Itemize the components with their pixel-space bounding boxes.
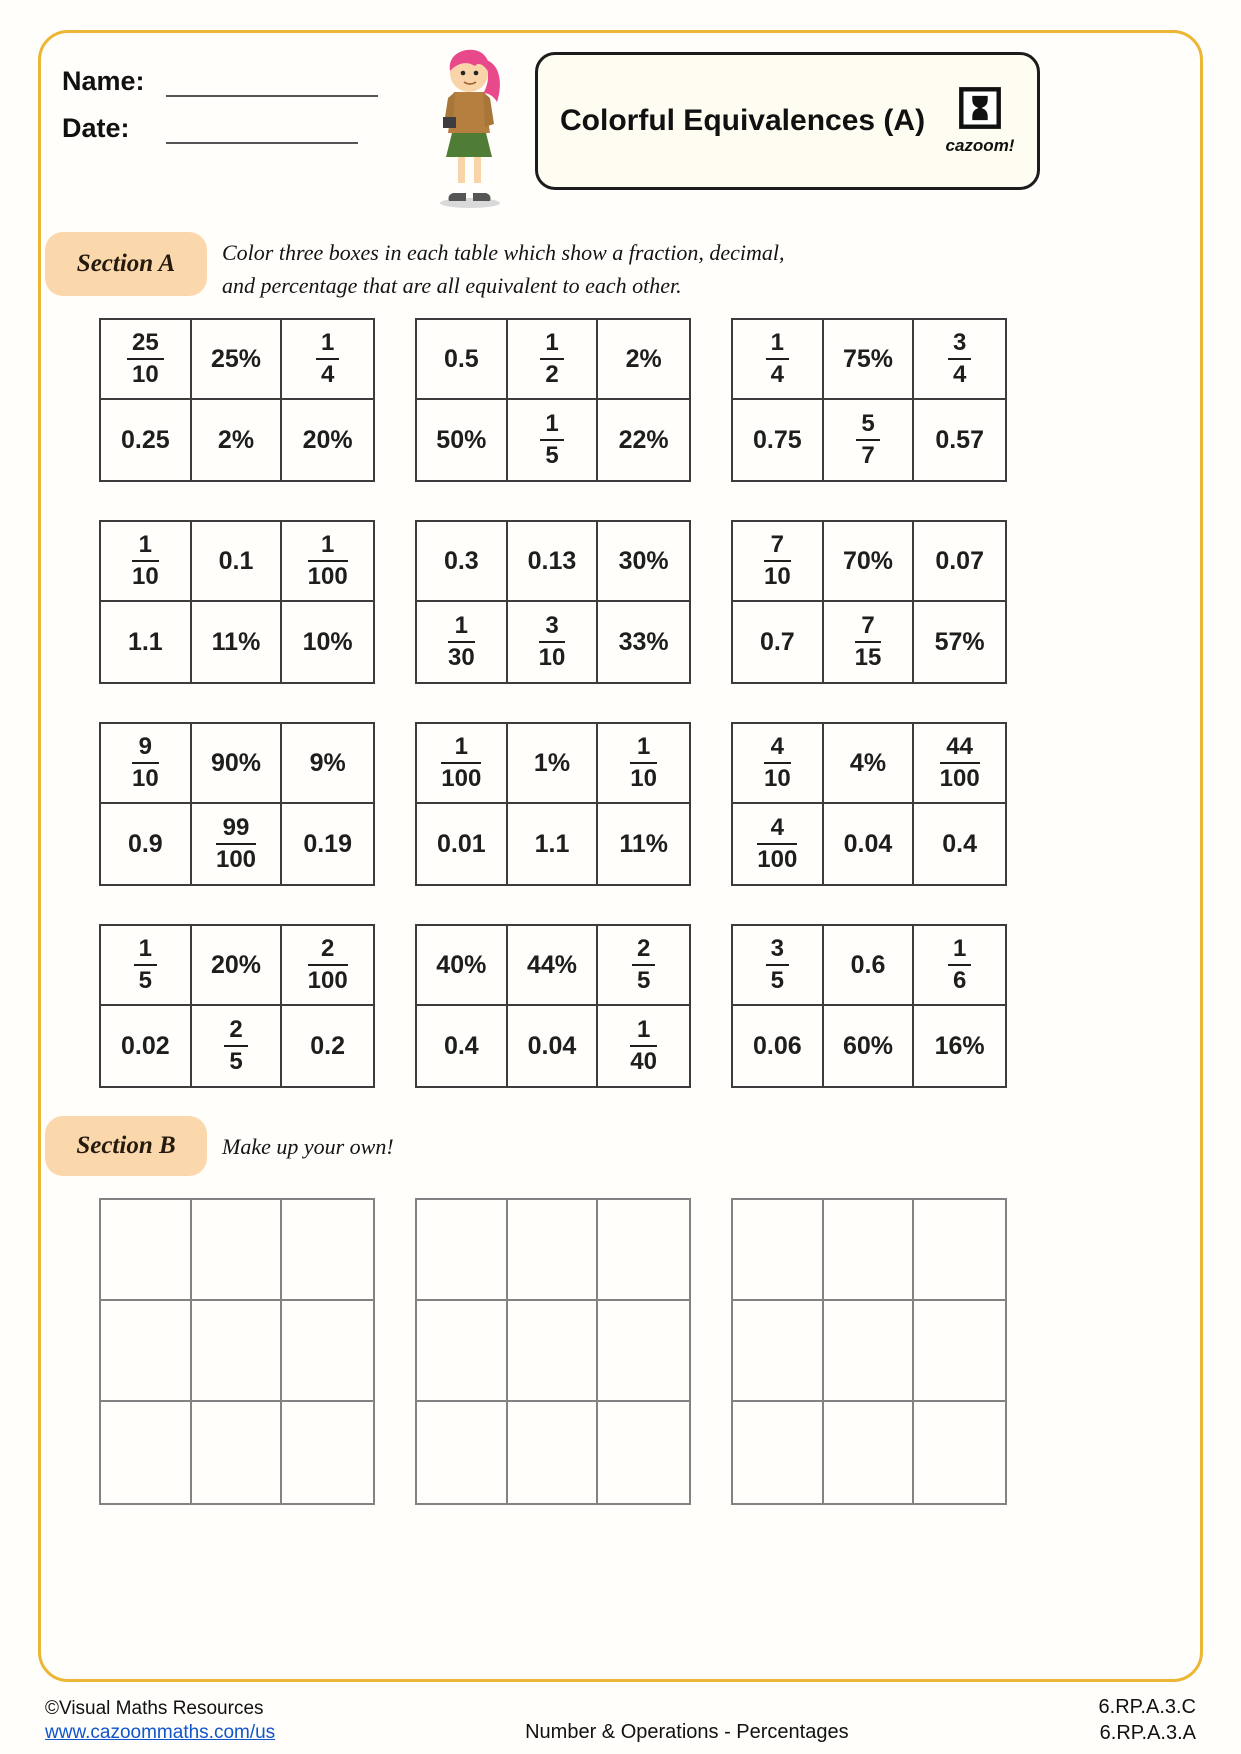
table-cell[interactable] <box>417 320 508 400</box>
fraction-value: $\frac{7}{15}$ <box>854 611 882 671</box>
instruction-line: and percentage that are all equivalent to each other. <box>222 273 682 298</box>
date-label: Date: <box>62 113 130 143</box>
section-a-tables <box>99 318 1007 1088</box>
cell-value: 0.9 <box>127 829 163 858</box>
cell-value: 16% <box>934 1031 985 1060</box>
fraction-value: $\frac{25}{10}$ <box>127 329 164 390</box>
standard-code: 6.RP.A.3.A <box>1099 1722 1196 1744</box>
footer-standards <box>1099 1694 1196 1746</box>
table-cell[interactable] <box>914 724 1005 804</box>
date-row <box>62 113 378 144</box>
fraction-value: $\frac{7}{10}$ <box>763 530 791 590</box>
table-cell[interactable] <box>192 1006 283 1086</box>
table-cell[interactable] <box>192 926 283 1006</box>
section-b-instructions: Make up your own! <box>222 1134 394 1159</box>
table-cell[interactable] <box>598 804 689 884</box>
cell-value: 0.75 <box>752 425 802 454</box>
date-line[interactable] <box>166 114 358 144</box>
table-cell[interactable] <box>282 926 373 1006</box>
name-row <box>62 66 378 97</box>
fraction-value: $\frac{99}{100}$ <box>215 813 257 873</box>
table-cell[interactable] <box>192 1200 283 1301</box>
cell-value: 50% <box>436 425 487 454</box>
footer-topic: Number & Operations - Percentages <box>525 1721 849 1743</box>
table-cell[interactable] <box>598 1301 689 1402</box>
table-cell[interactable] <box>733 1006 824 1086</box>
cell-value: 0.3 <box>443 546 479 575</box>
table-cell[interactable] <box>733 320 824 400</box>
cell-value: 9% <box>309 748 346 777</box>
cell-value: 2% <box>217 425 255 454</box>
table-cell[interactable] <box>733 602 824 682</box>
cell-value: 20% <box>302 425 353 454</box>
equivalence-table <box>731 520 1007 684</box>
table-cell[interactable] <box>914 926 1005 1006</box>
table-cell[interactable] <box>282 1402 373 1503</box>
cell-value: 33% <box>618 627 669 656</box>
table-cell[interactable] <box>417 602 508 682</box>
table-cell[interactable] <box>101 1006 192 1086</box>
cell-value: 0.6 <box>850 950 886 979</box>
fraction-value: $\frac{1}{100}$ <box>307 530 348 590</box>
logo-text: cazoom! <box>945 136 1015 155</box>
cell-value: 0.5 <box>443 344 479 373</box>
footer-left <box>45 1697 275 1746</box>
table-cell[interactable] <box>192 1301 283 1402</box>
table-cell[interactable] <box>101 602 192 682</box>
footer <box>45 1694 1196 1746</box>
table-cell[interactable] <box>824 804 915 884</box>
table-cell[interactable] <box>282 320 373 400</box>
table-cell[interactable] <box>508 1402 599 1503</box>
table-cell[interactable] <box>417 1301 508 1402</box>
table-cell[interactable] <box>417 804 508 884</box>
cell-value: 70% <box>842 546 894 575</box>
table-cell[interactable] <box>282 522 373 602</box>
section-a-instructions <box>222 236 785 302</box>
table-cell[interactable] <box>914 320 1005 400</box>
table-cell[interactable] <box>192 320 283 400</box>
table-cell[interactable] <box>417 522 508 602</box>
table-cell[interactable] <box>598 1006 689 1086</box>
table-cell[interactable] <box>508 602 599 682</box>
equivalence-table <box>99 722 375 886</box>
cell-value: 20% <box>210 950 262 979</box>
blank-table <box>731 1198 1007 1505</box>
cell-value: 11% <box>619 829 668 858</box>
cell-value: 0.13 <box>527 546 577 575</box>
table-cell[interactable] <box>733 400 824 480</box>
cell-value: 10% <box>302 627 353 656</box>
hourglass-icon <box>958 86 1002 135</box>
fraction-value: $\frac{1}{6}$ <box>948 935 971 996</box>
table-cell[interactable] <box>282 400 373 480</box>
table-cell[interactable] <box>598 522 689 602</box>
worksheet-title: Colorful Equivalences (A) <box>560 104 926 137</box>
table-cell[interactable] <box>733 522 824 602</box>
table-cell[interactable] <box>733 1402 824 1503</box>
table-cell[interactable] <box>192 1402 283 1503</box>
section-a-label: Section A <box>45 232 207 296</box>
cell-value: 90% <box>210 748 262 777</box>
copyright-text: ©Visual Maths Resources <box>45 1697 264 1719</box>
fraction-value: $\frac{5}{7}$ <box>856 410 879 471</box>
cell-value: 4% <box>849 748 887 777</box>
table-cell[interactable] <box>192 724 283 804</box>
cell-value: 2% <box>625 344 662 373</box>
cell-value: 11% <box>211 627 261 656</box>
table-cell[interactable] <box>508 1200 599 1301</box>
table-cell[interactable] <box>101 1402 192 1503</box>
table-cell[interactable] <box>282 1006 373 1086</box>
table-cell[interactable] <box>282 602 373 682</box>
table-cell[interactable] <box>914 1006 1005 1086</box>
fraction-value: $\frac{1}{5}$ <box>540 410 563 471</box>
table-cell[interactable] <box>508 1006 599 1086</box>
table-cell[interactable] <box>508 926 599 1006</box>
fraction-value: $\frac{1}{4}$ <box>316 329 339 390</box>
equivalence-table <box>99 924 375 1088</box>
equivalence-table <box>415 318 691 482</box>
table-cell[interactable] <box>824 724 915 804</box>
table-cell[interactable] <box>101 1200 192 1301</box>
header-fill-ins <box>62 66 378 160</box>
table-cell[interactable] <box>101 1301 192 1402</box>
fraction-value: $\frac{2}{5}$ <box>632 935 655 996</box>
fraction-value: $\frac{1}{2}$ <box>540 329 563 390</box>
table-cell[interactable] <box>192 522 283 602</box>
cell-value: 0.07 <box>935 546 984 575</box>
fraction-value: $\frac{4}{100}$ <box>757 813 798 873</box>
cazoom-logo <box>939 86 1021 156</box>
fraction-value: $\frac{1}{40}$ <box>630 1015 657 1075</box>
cell-value: 0.7 <box>759 627 795 656</box>
table-cell[interactable] <box>824 400 915 480</box>
table-cell[interactable] <box>417 926 508 1006</box>
table-cell[interactable] <box>508 1301 599 1402</box>
fraction-value: $\frac{9}{10}$ <box>131 732 159 792</box>
cell-value: 0.04 <box>527 1031 577 1060</box>
table-cell[interactable] <box>598 602 689 682</box>
equivalence-table <box>731 722 1007 886</box>
table-cell[interactable] <box>733 1200 824 1301</box>
table-cell[interactable] <box>192 804 283 884</box>
title-box <box>535 52 1040 190</box>
table-cell[interactable] <box>914 1301 1005 1402</box>
table-cell[interactable] <box>508 522 599 602</box>
cell-value: 1% <box>533 748 571 777</box>
cell-value: 1.1 <box>534 829 570 858</box>
table-cell[interactable] <box>417 400 508 480</box>
table-cell[interactable] <box>598 926 689 1006</box>
name-label: Name: <box>62 66 145 96</box>
table-cell[interactable] <box>282 1301 373 1402</box>
equivalence-table <box>415 520 691 684</box>
fraction-value: $\frac{1}{5}$ <box>134 935 157 996</box>
table-cell[interactable] <box>598 320 689 400</box>
instruction-line: Color three boxes in each table which show a fraction, decimal, <box>222 240 785 265</box>
girl-illustration <box>420 40 520 215</box>
cell-value: 57% <box>934 627 985 656</box>
standard-code: 6.RP.A.3.C <box>1098 1696 1196 1718</box>
fraction-value: $\frac{1}{30}$ <box>447 611 475 671</box>
equivalence-table <box>99 520 375 684</box>
table-cell[interactable] <box>192 602 283 682</box>
cell-value: 44% <box>526 950 578 979</box>
table-cell[interactable] <box>824 602 915 682</box>
cell-value: 25% <box>210 344 262 373</box>
table-cell[interactable] <box>824 1006 915 1086</box>
equivalence-table <box>415 924 691 1088</box>
fraction-value: $\frac{3}{4}$ <box>948 329 971 390</box>
table-cell[interactable] <box>824 1402 915 1503</box>
equivalence-table <box>99 318 375 482</box>
table-cell[interactable] <box>282 1200 373 1301</box>
cell-value: 30% <box>618 546 669 575</box>
website-link[interactable]: www.cazoommaths.com/us <box>45 1722 276 1744</box>
table-cell[interactable] <box>824 926 915 1006</box>
table-cell[interactable] <box>733 926 824 1006</box>
table-cell[interactable] <box>733 804 824 884</box>
table-cell[interactable] <box>417 724 508 804</box>
fraction-value: $\frac{3}{5}$ <box>766 935 789 996</box>
cell-value: 22% <box>618 425 669 454</box>
table-cell[interactable] <box>914 602 1005 682</box>
table-cell[interactable] <box>914 400 1005 480</box>
equivalence-table <box>731 318 1007 482</box>
cell-value: 0.25 <box>120 425 170 454</box>
table-cell[interactable] <box>598 400 689 480</box>
equivalence-table <box>415 722 691 886</box>
cell-value: 60% <box>842 1031 894 1060</box>
cell-value: 0.57 <box>935 425 984 454</box>
name-line[interactable] <box>166 67 378 97</box>
table-cell[interactable] <box>733 1301 824 1402</box>
table-cell[interactable] <box>508 724 599 804</box>
cell-value: 0.04 <box>843 829 893 858</box>
fraction-value: $\frac{1}{4}$ <box>766 329 789 390</box>
table-cell[interactable] <box>101 724 192 804</box>
table-cell[interactable] <box>508 400 599 480</box>
table-cell[interactable] <box>914 804 1005 884</box>
table-cell[interactable] <box>598 1200 689 1301</box>
table-cell[interactable] <box>508 804 599 884</box>
table-cell[interactable] <box>417 1006 508 1086</box>
table-cell[interactable] <box>598 724 689 804</box>
blank-table <box>99 1198 375 1505</box>
table-cell[interactable] <box>914 522 1005 602</box>
equivalence-table <box>731 924 1007 1088</box>
table-cell[interactable] <box>101 320 192 400</box>
table-cell[interactable] <box>508 320 599 400</box>
section-b-label: Section B <box>45 1116 207 1176</box>
table-cell[interactable] <box>101 400 192 480</box>
cell-value: 0.2 <box>310 1031 346 1060</box>
table-cell[interactable] <box>824 1301 915 1402</box>
table-cell[interactable] <box>417 1402 508 1503</box>
cell-value: 0.01 <box>436 829 486 858</box>
fraction-value: $\frac{3}{10}$ <box>538 611 566 671</box>
table-cell[interactable] <box>282 804 373 884</box>
fraction-value: $\frac{2}{100}$ <box>307 934 348 994</box>
fraction-value: $\frac{2}{5}$ <box>224 1016 247 1077</box>
cell-value: 75% <box>842 344 894 373</box>
cell-value: 0.4 <box>443 1031 479 1060</box>
table-cell[interactable] <box>824 522 915 602</box>
table-cell[interactable] <box>417 1200 508 1301</box>
table-cell[interactable] <box>824 1200 915 1301</box>
table-cell[interactable] <box>192 400 283 480</box>
table-cell[interactable] <box>914 1200 1005 1301</box>
table-cell[interactable] <box>598 1402 689 1503</box>
cell-value: 0.4 <box>942 829 978 858</box>
table-cell[interactable] <box>101 926 192 1006</box>
fraction-value: $\frac{4}{10}$ <box>763 732 791 792</box>
cell-value: 0.02 <box>120 1031 170 1060</box>
cell-value: 1.1 <box>127 627 163 656</box>
cell-value: 0.19 <box>303 829 352 858</box>
table-cell[interactable] <box>101 522 192 602</box>
blank-table <box>415 1198 691 1505</box>
cell-value: 0.1 <box>218 546 254 575</box>
section-b-tables <box>99 1198 1007 1505</box>
table-cell[interactable] <box>824 320 915 400</box>
fraction-value: $\frac{1}{10}$ <box>131 530 159 590</box>
table-cell[interactable] <box>282 724 373 804</box>
table-cell[interactable] <box>733 724 824 804</box>
fraction-value: $\frac{44}{100}$ <box>939 732 980 792</box>
table-cell[interactable] <box>914 1402 1005 1503</box>
cell-value: 0.06 <box>752 1031 802 1060</box>
cell-value: 40% <box>436 950 487 979</box>
fraction-value: $\frac{1}{100}$ <box>441 732 482 792</box>
fraction-value: $\frac{1}{10}$ <box>630 732 657 792</box>
table-cell[interactable] <box>101 804 192 884</box>
